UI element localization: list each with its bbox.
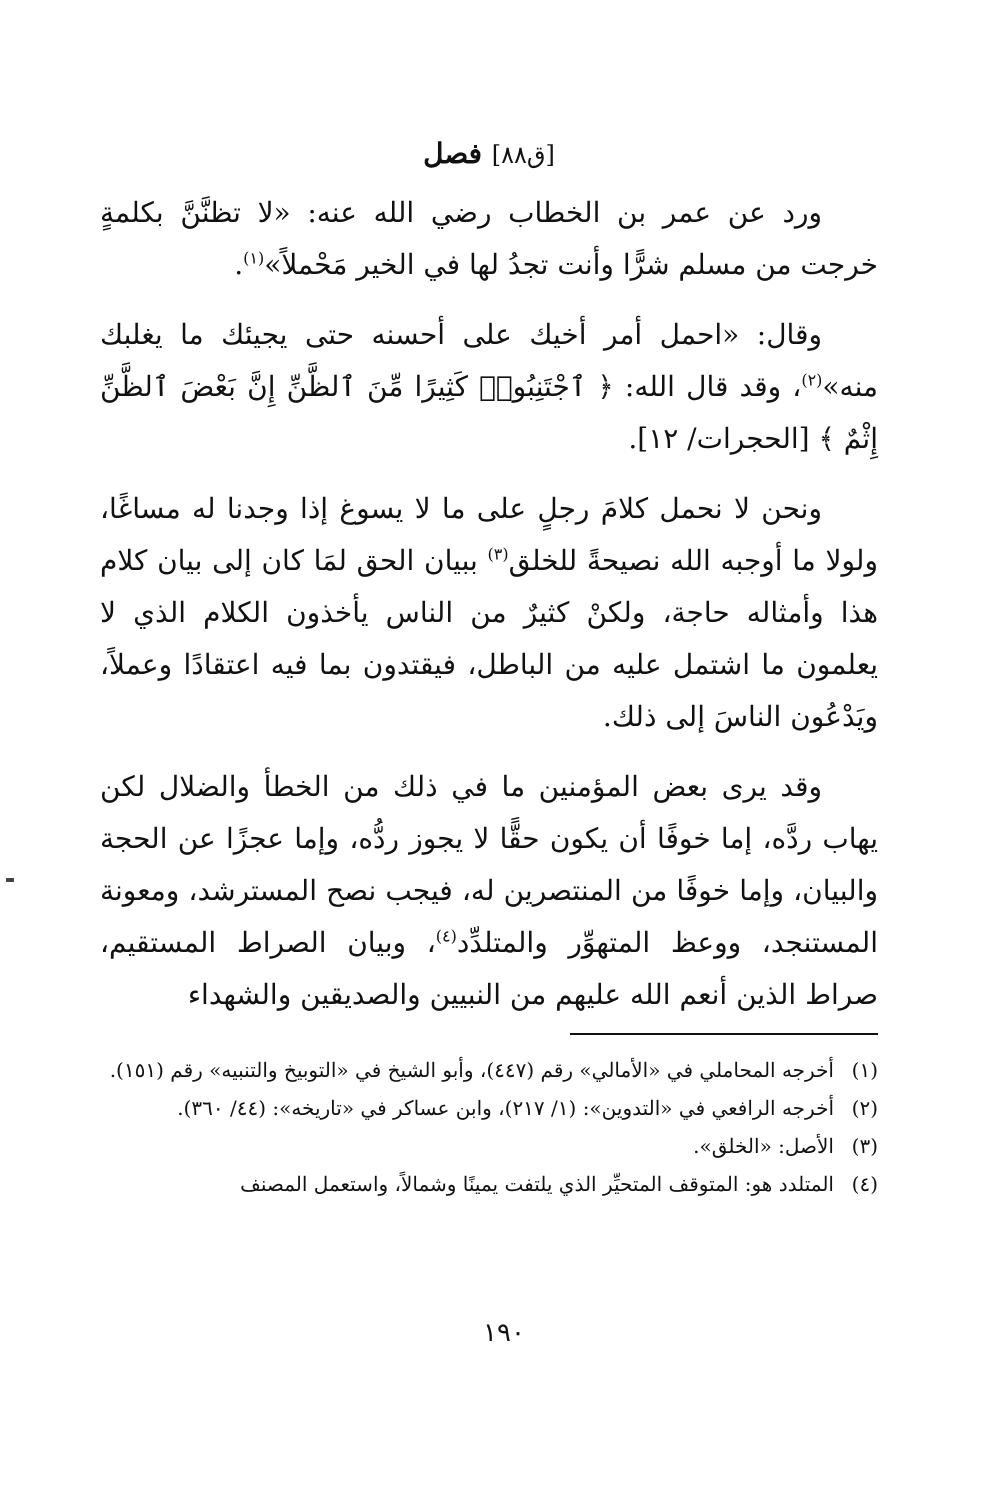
- footnote-ref-3[interactable]: (٣): [487, 544, 509, 564]
- paragraph-1-tail: .: [234, 248, 244, 281]
- quran-verse: ﴿ ٱجْتَنِبُوا۟ كَثِيرًا مِّنَ ٱلظَّنِّ إِنَّ بَعْضَ ٱلظَّنِّ إِثْمٌ ﴾: [100, 370, 878, 455]
- footnote-4: [100, 1166, 878, 1202]
- paragraph-2-lead: ، وقد قال الله:: [613, 370, 802, 403]
- paragraph-2-text: وقال: «احمل أمر أخيك على أحسنه حتى يجيئك ما يغلبك منه»: [100, 318, 879, 403]
- footnote-text: الأصل: «الخلق».: [693, 1134, 834, 1158]
- paragraph-3: [100, 483, 878, 743]
- manuscript-folio-tag: [ق٨٨]: [491, 141, 555, 169]
- quran-reference: [الحجرات/ ١٢].: [628, 422, 819, 455]
- paragraph-3-text-a: ونحن لا نحمل كلامَ رجلٍ على ما لا يسوغ إذا وجدنا له مساغًا، ولولا ما أوجبه الله نصيحةً للخلق: [100, 492, 878, 577]
- footnotes: [100, 1052, 878, 1204]
- page-number: ١٩٠: [483, 1318, 525, 1348]
- page-body: [100, 130, 878, 1039]
- paragraph-3-text-b: ببيان الحق لمَا كان إلى بيان كلام هذا وأمثاله حاجة، ولكنْ كثيرٌ من الناس يأخذون الكلام الذي لا يعلمون ما اشتمل عليه من الباطل، فيقتدون بما فيه اعتقادًا وعملاً، ويَدْعُون الناسَ إلى ذلك.: [100, 544, 878, 733]
- footnote-1: [100, 1052, 878, 1088]
- footnote-number: (٢): [851, 1096, 878, 1120]
- paragraph-2: [100, 309, 878, 465]
- footnote-text: المتلدد هو: المتوقف المتحيِّر الذي يلتفت يمينًا وشمالاً، واستعمل المصنف: [240, 1172, 834, 1196]
- paragraph-4-text-b: ، وبيان الصراط المستقيم، صراط الذين أنعم الله عليهم من النبيين والصديقين والشهداء: [100, 926, 878, 1011]
- paragraph-1: [100, 187, 878, 291]
- section-heading: [100, 130, 878, 179]
- footnote-number: (٣): [851, 1134, 878, 1158]
- paragraph-1-text: ورد عن عمر بن الخطاب رضي الله عنه: «لا تظنَّنَّ بكلمةٍ خرجت من مسلم شرًّا وأنت تجدُ لها في الخير مَحْملاً»: [100, 196, 878, 281]
- footnote-2: [100, 1090, 878, 1126]
- footnote-text: أخرجه الرافعي في «التدوين»: (١/ ٢١٧)، وابن عساكر في «تاريخه»: (٤٤/ ٣٦٠).: [177, 1096, 834, 1120]
- paragraph-4-text-a: وقد يرى بعض المؤمنين ما في ذلك من الخطأ والضلال لكن يهاب ردَّه، إما خوفًا أن يكون حقًّا لا يجوز ردُّه، وإما عجزًا عن الحجة والبيان، وإما خوفًا من المنتصرين له، فيجب نصح المسترشد، ومعونة المستنجد، ووعظ المتهوِّر والمتلدِّد: [100, 770, 878, 959]
- footnote-3: [100, 1128, 878, 1164]
- footnote-ref-1[interactable]: (١): [243, 248, 265, 268]
- footnote-text: أخرجه المحاملي في «الأمالي» رقم (٤٤٧)، وأبو الشيخ في «التوبيخ والتنبيه» رقم (١٥١).: [109, 1058, 834, 1082]
- footnote-separator: [570, 1033, 878, 1035]
- paragraph-4: [100, 761, 878, 1021]
- footnote-number: (١): [851, 1058, 878, 1082]
- footnote-number: (٤): [851, 1172, 878, 1196]
- footnote-ref-2[interactable]: (٢): [801, 370, 823, 390]
- section-title: فصل: [423, 137, 482, 170]
- footnote-ref-4[interactable]: (٤): [435, 926, 457, 946]
- margin-mark: [6, 878, 14, 882]
